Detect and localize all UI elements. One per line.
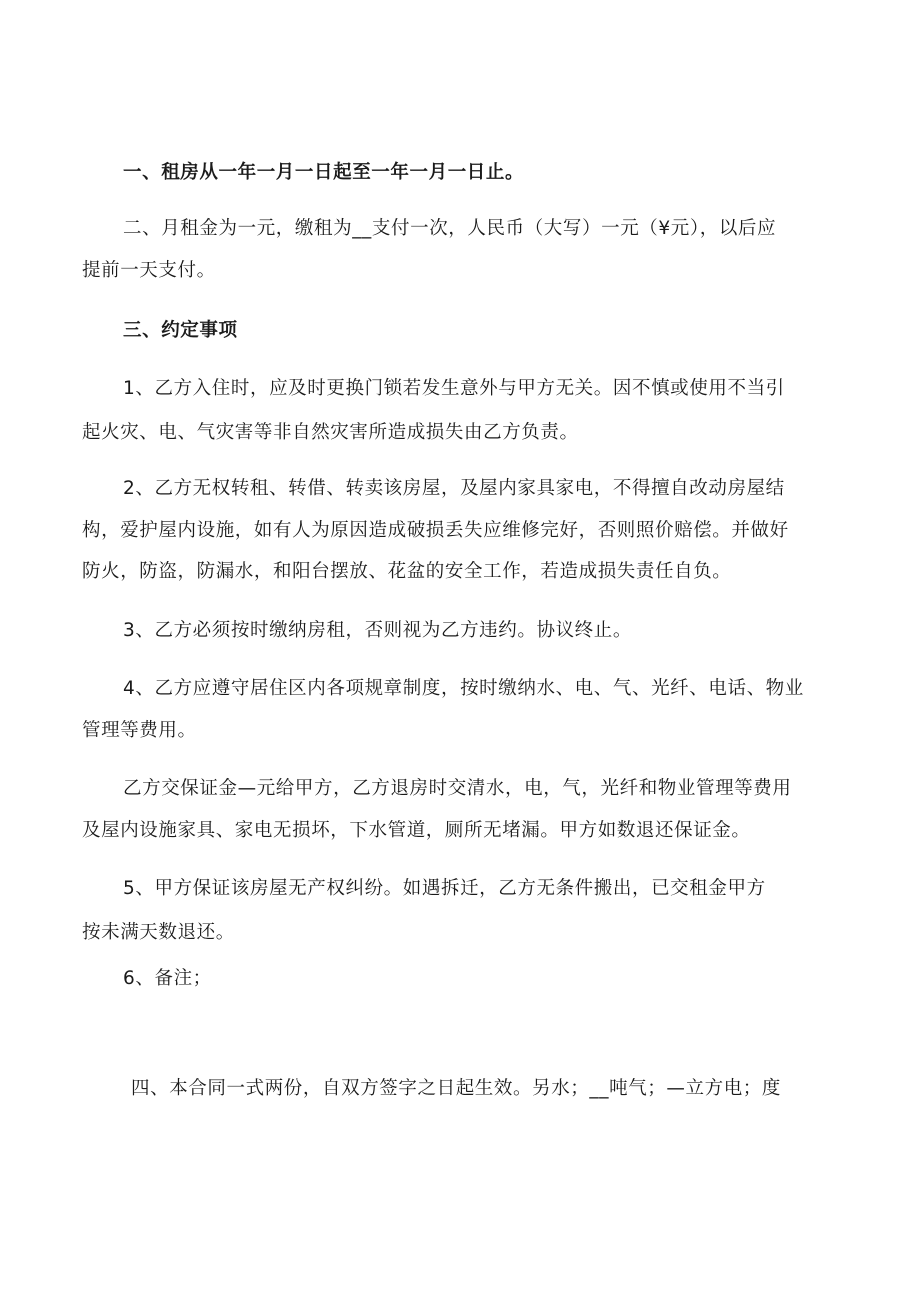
item-4-line-2: 管理等费用。 — [82, 720, 197, 741]
clause-3-heading: 三、约定事项 — [123, 320, 238, 341]
item-2-line-2: 构，爱护屋内设施，如有人为原因造成破损丢失应维修完好，否则照价赔偿。并做好 — [82, 520, 789, 541]
item-5-line-1: 5、甲方保证该房屋无产权纠纷。如遇拆迁，乙方无条件搬出，已交租金甲方 — [123, 878, 766, 899]
item-3-line-1: 3、乙方必须按时缴纳房租，否则视为乙方违约。协议终止。 — [123, 620, 632, 641]
deposit-line-2: 及屋内设施家具、家电无损坏，下水管道，厕所无堵漏。甲方如数退还保证金。 — [82, 820, 751, 841]
item-4-line-1: 4、乙方应遵守居住区内各项规章制度，按时缴纳水、电、气、光纤、电话、物业 — [123, 678, 804, 699]
item-5-line-2: 按未满天数退还。 — [82, 922, 235, 943]
item-1-line-1: 1、乙方入住时，应及时更换门锁若发生意外与甲方无关。因不慎或使用不当引 — [123, 378, 785, 399]
clause-2-rent-line-2: 提前一天支付。 — [82, 260, 216, 281]
clause-4-line-1: 四、本合同一式两份，自双方签字之日起生效。另水；__吨气；—立方电；度 — [131, 1078, 782, 1099]
clause-2-rent-line-1: 二、月租金为一元，缴租为__支付一次，人民币（大写）一元（¥元），以后应 — [123, 218, 777, 239]
clause-1-term: 一、租房从一年一月一日起至一年一月一日止。 — [123, 162, 525, 183]
item-6-remarks: 6、备注； — [123, 968, 212, 989]
item-2-line-3: 防火，防盗，防漏水，和阳台摆放、花盆的安全工作，若造成损失责任自负。 — [82, 561, 732, 582]
item-2-line-1: 2、乙方无权转租、转借、转卖该房屋，及屋内家具家电，不得擅自改动房屋结 — [123, 478, 785, 499]
deposit-line-1: 乙方交保证金—元给甲方，乙方退房时交清水，电，气，光纤和物业管理等费用 — [123, 778, 792, 799]
item-1-line-2: 起火灾、电、气灾害等非自然灾害所造成损失由乙方负责。 — [82, 422, 579, 443]
